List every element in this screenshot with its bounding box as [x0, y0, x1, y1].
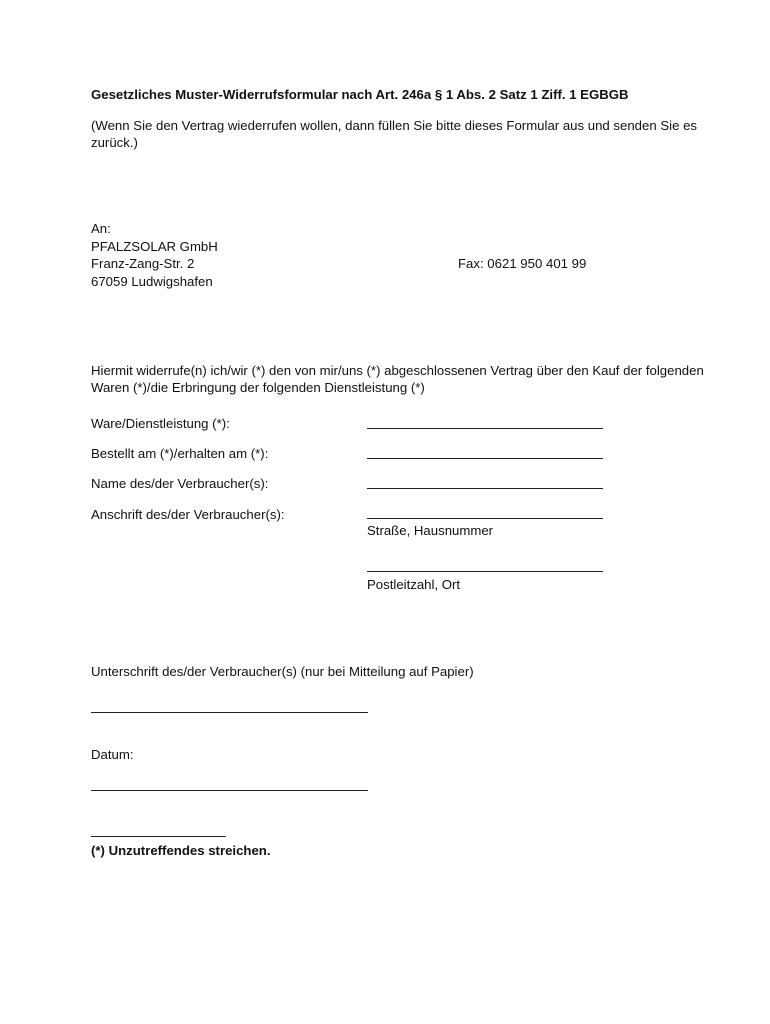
withdrawal-statement: Hiermit widerrufe(n) ich/wir (*) den von mir/uns (*) abgeschlossenen Vertrag über den Kauf der folgenden Waren (*)/die Erbringung der folgenden Dienstleistung (*) [91, 363, 704, 395]
recipient-address [91, 220, 218, 290]
footnote-divider [91, 836, 226, 837]
ware-label: Ware/Dienstleistung (*): [91, 416, 230, 431]
intro-text: (Wenn Sie den Vertrag wiederrufen wollen, dann füllen Sie bitte dieses Formular aus und senden Sie es zurück.) [91, 118, 698, 150]
footnote: (*) Unzutreffendes streichen. [91, 843, 271, 858]
street-hint: Straße, Hausnummer [367, 523, 494, 538]
street-input-line[interactable] [367, 518, 603, 519]
city-input-line[interactable] [367, 571, 603, 572]
consumer-address-label: Anschrift des/der Verbraucher(s): [91, 507, 285, 522]
address-to-label: An: [91, 221, 111, 236]
ordered-received-input-line[interactable] [367, 458, 603, 459]
consumer-name-input-line[interactable] [367, 488, 603, 489]
address-street: Franz-Zang-Str. 2 [91, 256, 195, 271]
address-city: 67059 Ludwigshafen [91, 273, 213, 289]
form-title: Gesetzliches Muster-Widerrufsformular nach Art. 246a § 1 Abs. 2 Satz 1 Ziff. 1 EGBGB [91, 87, 629, 102]
ware-input-line[interactable] [367, 428, 603, 429]
consumer-name-label: Name des/der Verbraucher(s): [91, 476, 269, 491]
ordered-received-label: Bestellt am (*)/erhalten am (*): [91, 446, 269, 461]
signature-input-line[interactable] [91, 712, 368, 713]
signature-label: Unterschrift des/der Verbraucher(s) (nur bei Mitteilung auf Papier) [91, 664, 474, 679]
city-hint: Postleitzahl, Ort [367, 577, 461, 592]
fax-number: Fax: 0621 950 401 99 [458, 256, 587, 271]
date-input-line[interactable] [91, 790, 368, 791]
date-label: Datum: [91, 747, 134, 762]
address-company: PFALZSOLAR GmbH [91, 238, 218, 254]
